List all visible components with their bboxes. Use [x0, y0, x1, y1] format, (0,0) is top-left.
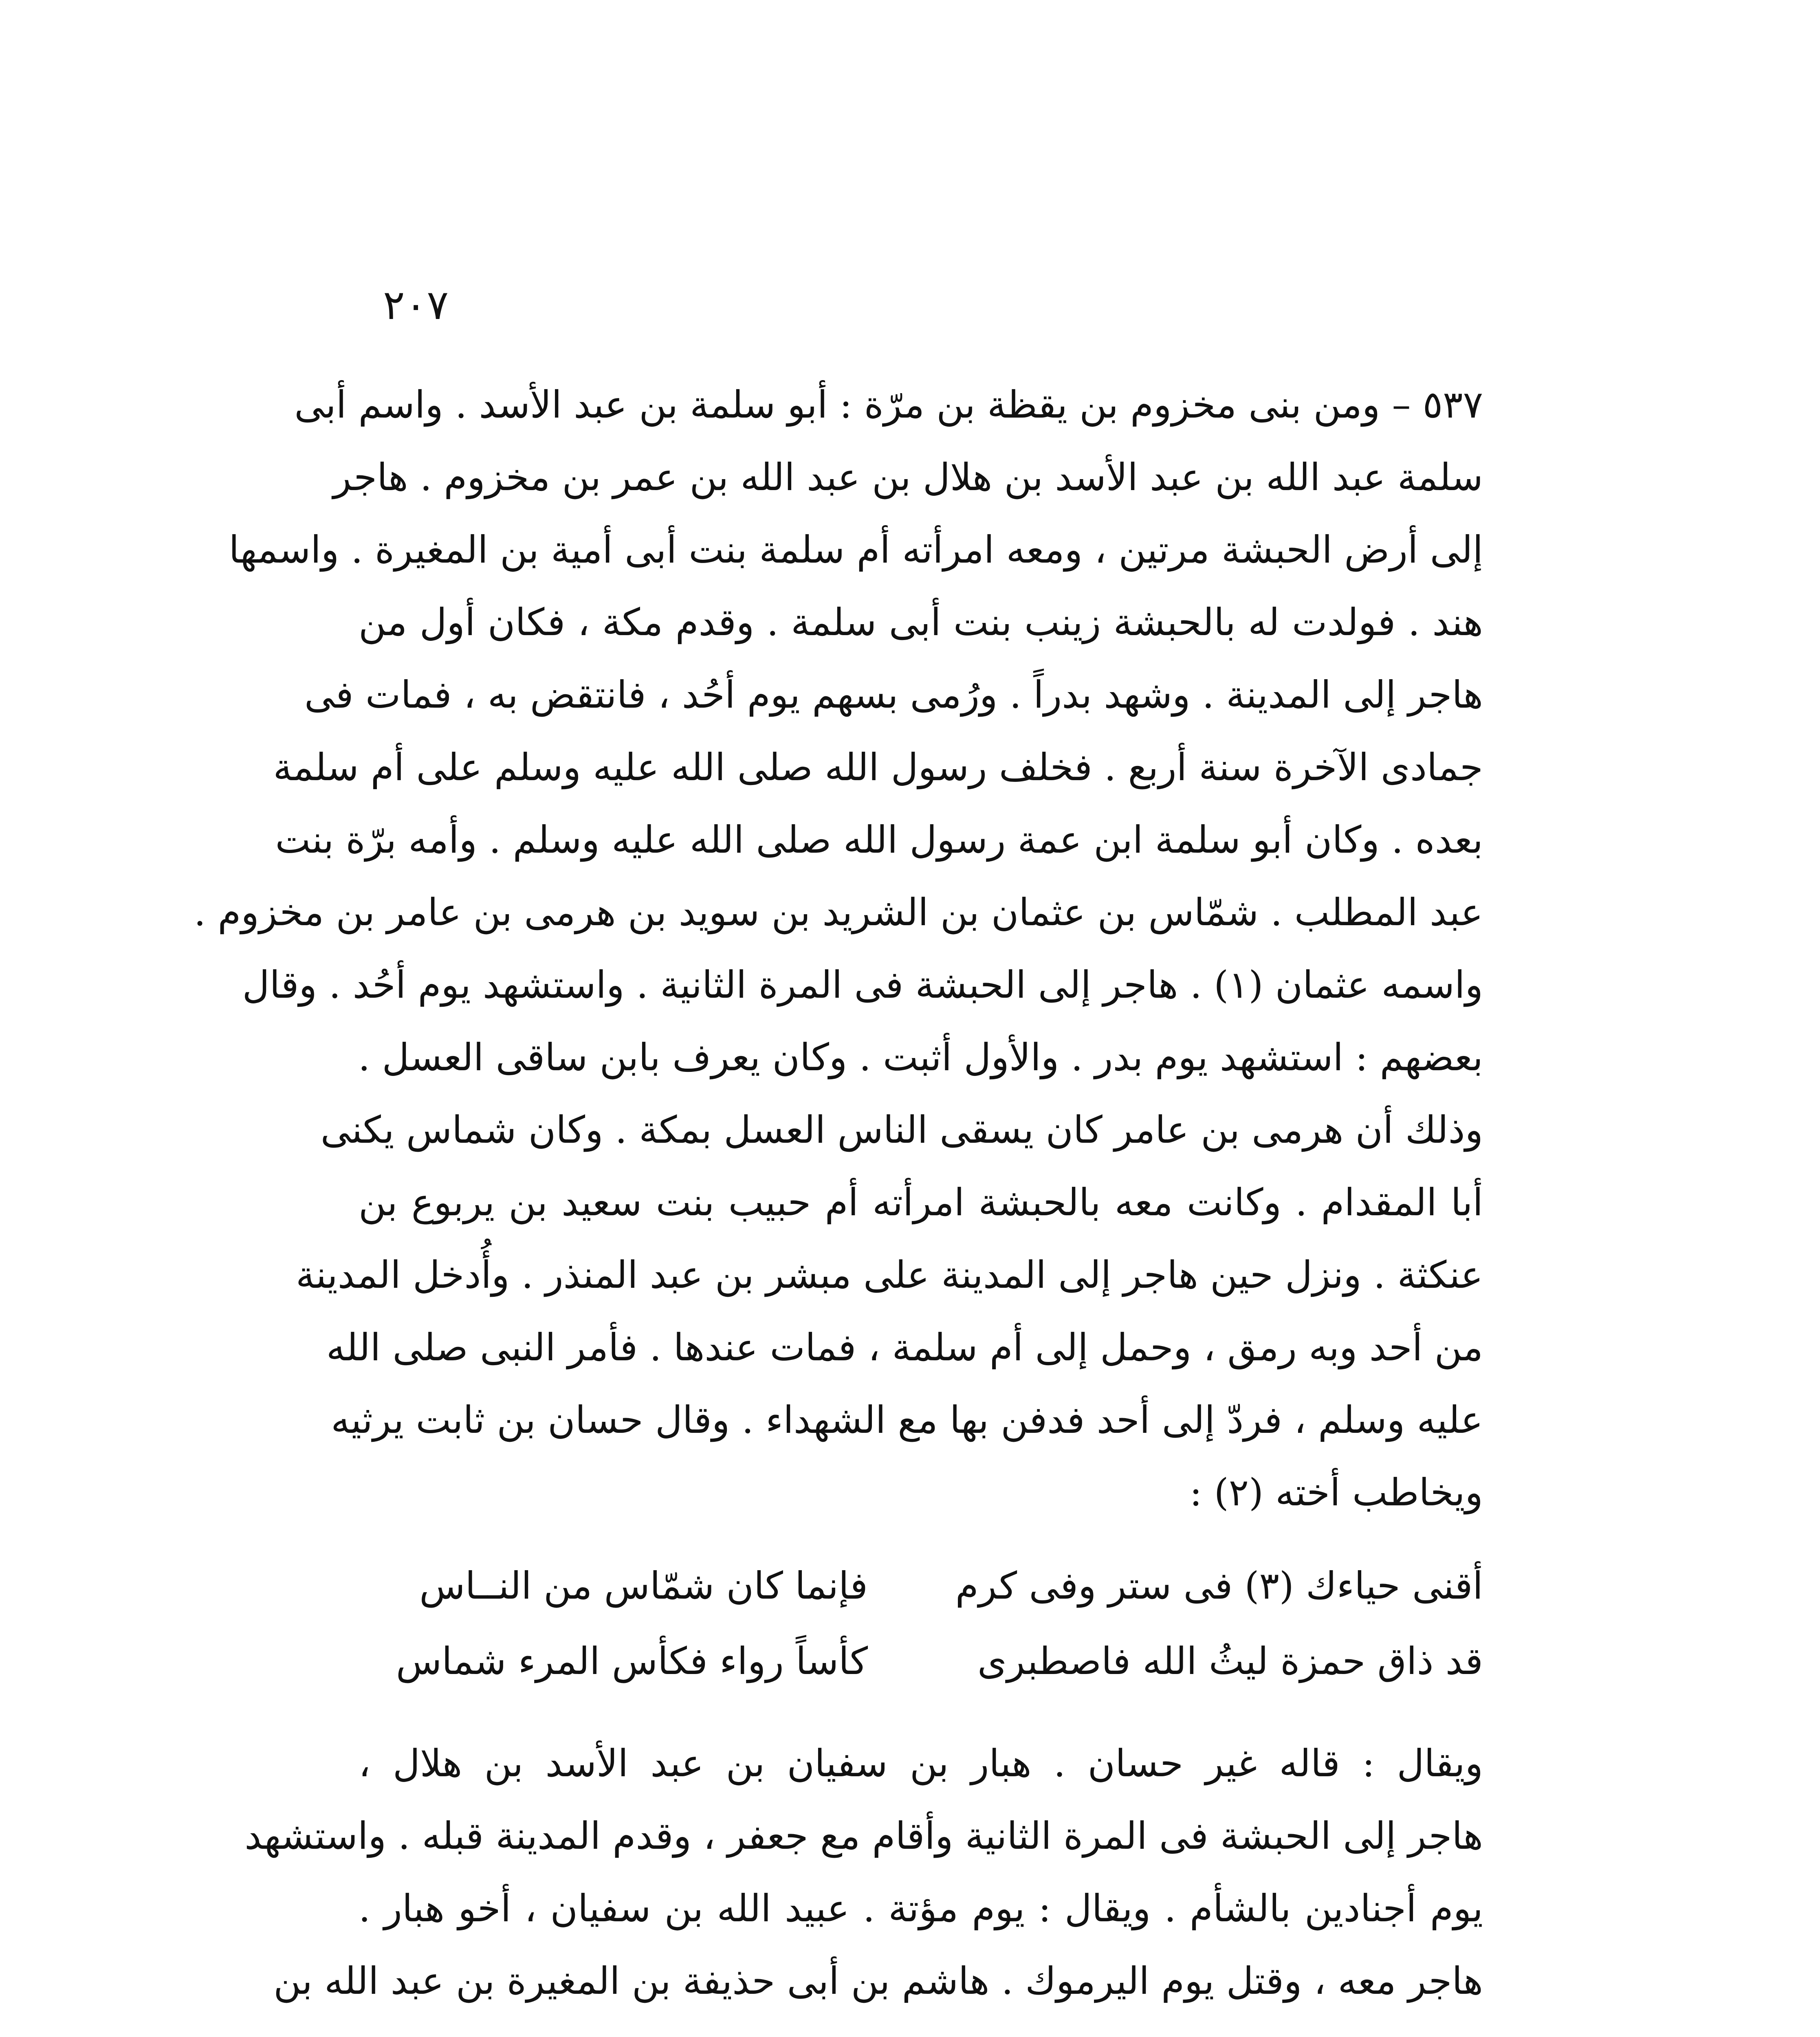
text-line: هند . فولدت له بالحبشة زينب بنت أبى سلمة . وقدم مكة ، فكان أول من: [359, 601, 1483, 644]
main-text: [194, 369, 1483, 1529]
poem-hemistich-first: أقنى حياءك (٣) فى ستر وفى كرم: [955, 1564, 1483, 1608]
text-line: بعضهم : استشهد يوم بدر . والأول أثبت . وكان يعرف بابن ساقى العسل .: [358, 1036, 1483, 1079]
text-line: واسمه عثمان (١) . هاجر إلى الحبشة فى المرة الثانية . واستشهد يوم أحُد . وقال: [242, 963, 1483, 1007]
poem-verse: [359, 1548, 1483, 1623]
poem-verse: [359, 1623, 1483, 1699]
text-line: عنكثة . ونزل حين هاجر إلى المدينة على مبشر بن عبد المنذر . وأُدخل المدينة: [296, 1253, 1483, 1297]
text-line: ٥٣٧ – ومن بنى مخزوم بن يقظة بن مرّة : أبو سلمة بن عبد الأسد . واسم أبى: [294, 383, 1483, 427]
text-line: ويقال : قاله غير حسان . هبار بن سفيان بن عبد الأسد بن هلال ،: [359, 1742, 1483, 1785]
text-line: إلى أرض الحبشة مرتين ، ومعه امرأته أم سلمة بنت أبى أمية بن المغيرة . واسمها: [229, 528, 1483, 572]
text-line: ويخاطب أخته (٢) :: [1189, 1471, 1483, 1514]
text-line: هاجر معه ، وقتل يوم اليرموك . هاشم بن أبى حذيفة بن المغيرة بن عبد الله بن: [273, 1959, 1483, 2003]
text-line: عبد المطلب . شمّاس بن عثمان بن الشريد بن سويد بن هرمى بن عامر بن مخزوم .: [194, 891, 1483, 934]
poem-hemistich-second: كأساً رواء فكأس المرء شماس: [396, 1639, 868, 1683]
poem-hemistich-first: قد ذاق حمزة ليثُ الله فاصطبرى: [977, 1639, 1483, 1683]
text-line: سلمة عبد الله بن عبد الأسد بن هلال بن عبد الله بن عمر بن مخزوم . هاجر: [333, 455, 1483, 499]
page-number: ٢٠٧: [383, 281, 449, 329]
text-line: جمادى الآخرة سنة أربع . فخلف رسول الله صلى الله عليه وسلم على أم سلمة: [273, 746, 1483, 789]
main-text-continued: [244, 1727, 1483, 2017]
text-line: يوم أجنادين بالشأم . ويقال : يوم مؤتة . عبيد الله بن سفيان ، أخو هبار .: [359, 1887, 1483, 1930]
text-line: عليه وسلم ، فردّ إلى أحد فدفن بها مع الشهداء . وقال حسان بن ثابت يرثيه: [331, 1398, 1483, 1442]
text-line: من أحد وبه رمق ، وحمل إلى أم سلمة ، فمات عندها . فأمر النبى صلى الله: [326, 1326, 1483, 1369]
text-line: بعده . وكان أبو سلمة ابن عمة رسول الله صلى الله عليه وسلم . وأمه برّة بنت: [275, 818, 1483, 862]
text-line: هاجر إلى المدينة . وشهد بدراً . ورُمى بسهم يوم أحُد ، فانتقض به ، فمات فى: [304, 673, 1483, 717]
poem: [359, 1548, 1483, 1699]
text-line: أبا المقدام . وكانت معه بالحبشة امرأته أم حبيب بنت سعيد بن يربوع بن: [359, 1181, 1483, 1224]
text-line: هاجر إلى الحبشة فى المرة الثانية وأقام مع جعفر ، وقدم المدينة قبله . واستشهد: [244, 1814, 1483, 1858]
text-line: وذلك أن هرمى بن عامر كان يسقى الناس العسل بمكة . وكان شماس يكنى: [320, 1108, 1483, 1152]
poem-hemistich-second: فإنما كان شمّاس من النــاس: [419, 1564, 868, 1608]
